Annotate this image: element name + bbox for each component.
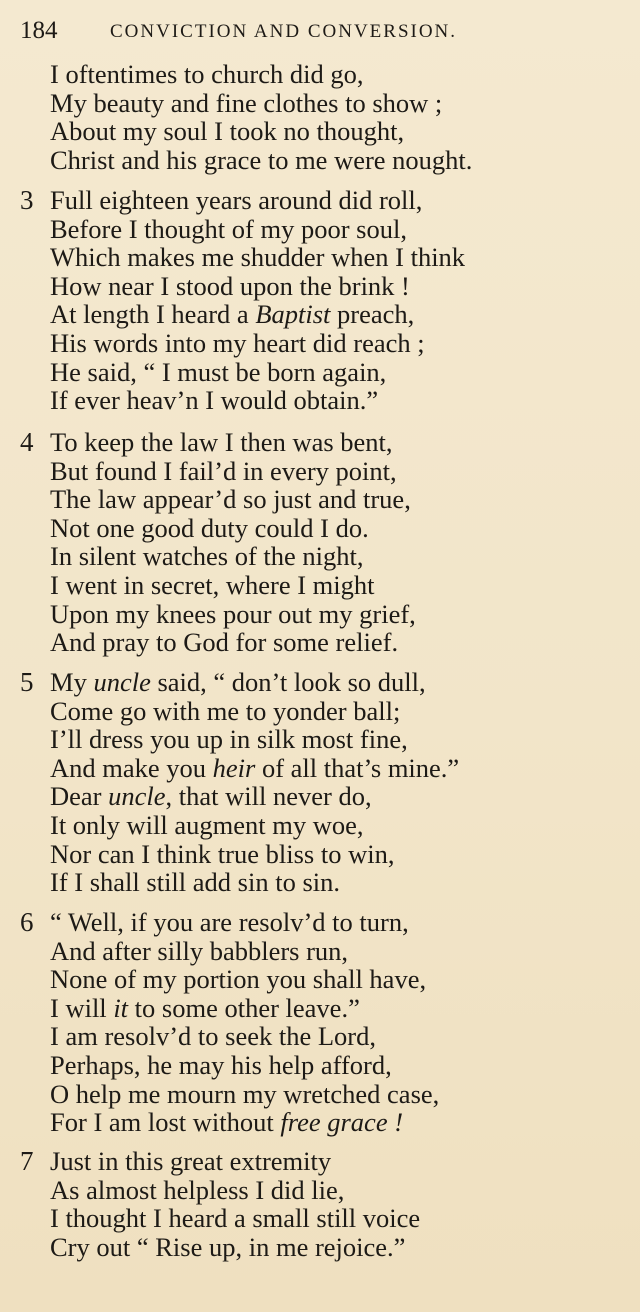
verse-lines (50, 428, 636, 657)
verse-line (50, 725, 636, 754)
verse-line (50, 697, 636, 726)
verse-line (50, 782, 636, 811)
verse-line (50, 600, 636, 629)
verse-line (50, 428, 636, 457)
verse-line (50, 514, 636, 543)
verse-number: 7 (20, 1146, 34, 1176)
line-text: His words into my heart did reach ; (50, 327, 425, 358)
verse-line (50, 868, 636, 897)
line-text: And after silly babblers run, (50, 935, 349, 966)
verse-line (50, 1022, 636, 1051)
line-text: said, “ don’t look so dull, (150, 667, 426, 697)
line-text: In silent watches of the night, (50, 541, 364, 572)
line-text: And make you (50, 752, 213, 783)
line-text: Full eighteen years around did roll, (50, 185, 423, 215)
verse-lines (50, 668, 636, 897)
verse-line (50, 272, 636, 301)
line-text: Before I thought of my poor soul, (50, 213, 407, 244)
italic-text: Baptist (255, 299, 331, 330)
verse-lines (50, 60, 636, 174)
verse-number: 5 (20, 667, 34, 697)
line-text: And pray to God for some relief. (50, 627, 399, 658)
verse-line (50, 300, 636, 329)
verse-line (50, 754, 636, 783)
line-text: The law appear’d so just and true, (50, 484, 411, 515)
verse-line (50, 243, 636, 272)
verse-line (50, 840, 636, 869)
line-text: My (50, 667, 94, 697)
verse-number: 3 (20, 185, 34, 215)
line-text: If I shall still add sin to sin. (50, 867, 341, 898)
verse-lines (50, 186, 636, 415)
verse-line (50, 668, 636, 697)
verse-line (50, 89, 636, 118)
verse-line (50, 1080, 636, 1109)
verse-line (50, 1051, 636, 1080)
page-header (20, 14, 620, 50)
line-text: Cry out “ Rise up, in me rejoice.” (50, 1231, 406, 1262)
verse-line (50, 1204, 636, 1233)
line-text: to some other leave.” (128, 992, 360, 1023)
verse-line (50, 117, 636, 146)
running-title: CONVICTION AND CONVERSION. (110, 21, 458, 42)
verse-line (50, 215, 636, 244)
line-text: I am resolv’d to seek the Lord, (50, 1021, 376, 1052)
line-text: Just in this great extremity (50, 1146, 332, 1176)
line-text: To keep the law I then was bent, (50, 427, 393, 457)
line-text: Which makes me shudder when I think (50, 242, 466, 273)
line-text: For I am lost without (50, 1107, 281, 1138)
verse-line (50, 542, 636, 571)
line-text: Not one good duty could I do. (50, 512, 369, 543)
verse-line (50, 811, 636, 840)
line-text: It only will augment my woe, (50, 809, 364, 840)
verse-line (50, 571, 636, 600)
line-text: Christ and his grace to me were nought. (50, 144, 473, 175)
italic-text: free grace ! (280, 1107, 404, 1138)
verse-line (50, 937, 636, 966)
line-text: O help me mourn my wretched case, (50, 1078, 440, 1109)
page-number: 184 (20, 17, 58, 44)
italic-text: uncle (108, 781, 166, 812)
line-text: About my soul I took no thought, (50, 116, 405, 147)
verse-line (50, 1147, 636, 1176)
verse-line (50, 965, 636, 994)
line-text: If ever heav’n I would obtain.” (50, 385, 379, 416)
line-text: Come go with me to yonder ball; (50, 695, 401, 726)
verse-line (50, 186, 636, 215)
verse-lines (50, 908, 636, 1137)
verse-line (50, 457, 636, 486)
verse-line (50, 994, 636, 1023)
line-text: of all that’s mine.” (255, 752, 460, 783)
italic-text: uncle (93, 667, 151, 697)
verse-line (50, 329, 636, 358)
line-text: Upon my knees pour out my grief, (50, 598, 416, 629)
line-text: I’ll dress you up in silk most fine, (50, 724, 408, 755)
line-text: , that will never do, (165, 781, 372, 812)
line-text: None of my portion you shall have, (50, 964, 427, 995)
line-text: At length I heard a (50, 299, 256, 330)
line-text: Dear (50, 781, 109, 812)
line-text: Nor can I think true bliss to win, (50, 838, 395, 869)
verse-line (50, 60, 636, 89)
verse-lines (50, 1147, 636, 1261)
verse-line (50, 1108, 636, 1137)
line-text: He said, “ I must be born again, (50, 356, 387, 387)
verse-line (50, 1233, 636, 1262)
italic-text: it (113, 992, 129, 1023)
line-text: “ Well, if you are resolv’d to turn, (50, 907, 409, 937)
line-text: preach, (330, 299, 415, 330)
line-text: How near I stood upon the brink ! (50, 270, 410, 301)
verse-line (50, 386, 636, 415)
verse-number: 4 (20, 427, 34, 457)
line-text: I went in secret, where I might (50, 569, 375, 600)
line-text: I oftentimes to church did go, (50, 59, 364, 89)
verse-line (50, 485, 636, 514)
verse-number: 6 (20, 907, 34, 937)
line-text: I thought I heard a small still voice (50, 1203, 421, 1234)
line-text: I will (50, 992, 114, 1023)
verse-line (50, 358, 636, 387)
verse-line (50, 1176, 636, 1205)
line-text: My beauty and fine clothes to show ; (50, 87, 443, 118)
verse-line (50, 628, 636, 657)
line-text: But found I fail’d in every point, (50, 455, 397, 486)
italic-text: heir (212, 752, 256, 783)
verse-line (50, 908, 636, 937)
line-text: As almost helpless I did lie, (50, 1174, 345, 1205)
verse-line (50, 146, 636, 175)
line-text: Perhaps, he may his help afford, (50, 1049, 392, 1080)
